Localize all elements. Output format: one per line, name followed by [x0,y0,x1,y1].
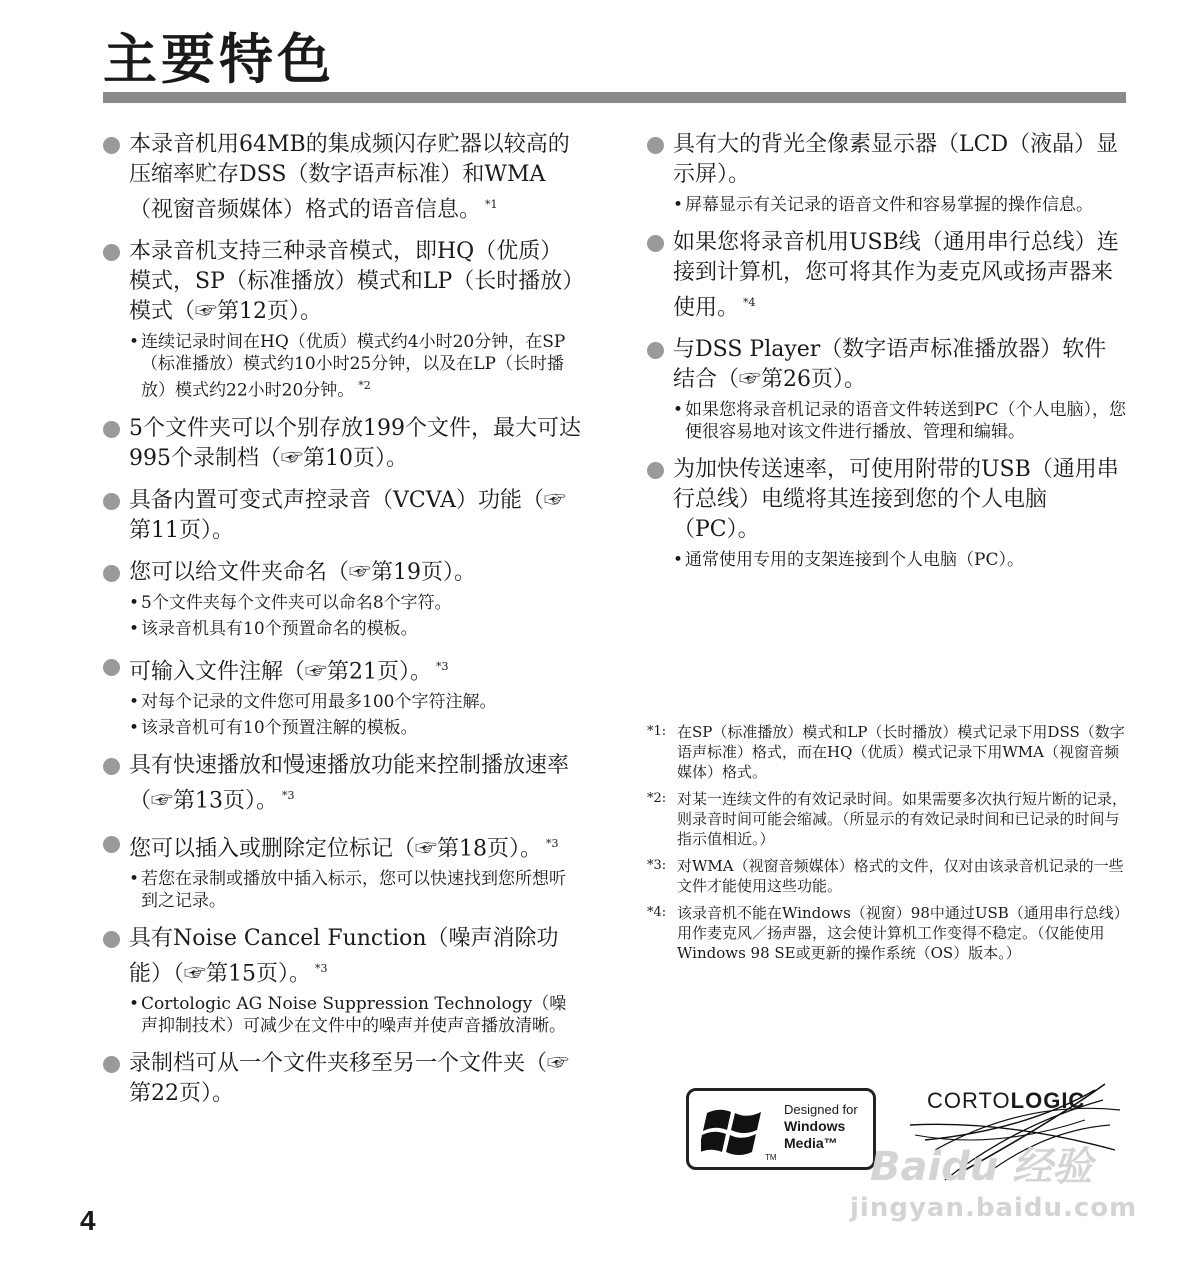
footnote-mark: *2: [647,791,667,806]
feature-text [103,652,581,687]
wm-line1: Designed for [784,1102,858,1117]
footnote-ref: *2 [358,379,371,393]
footnote [647,856,1127,896]
footnote-ref: *1 [485,198,498,211]
bullet-dot-icon [647,462,664,479]
footnote-mark: *4: [647,905,667,920]
sub-item [103,331,581,402]
feature-item [103,924,581,1037]
feature-text-body: 具备内置可变式声控录音（VCVA）功能（☞第11页）。 [129,487,567,543]
wm-line3: Media™ [784,1135,838,1151]
sub-item-text: 若您在录制或播放中插入标示，您可以快速找到您所想听到之记录。 [141,868,566,911]
footnote-ref: *3 [315,961,328,975]
page-number: 4 [80,1205,96,1236]
watermark [840,1135,1138,1230]
wm-tm: TM [765,1153,777,1162]
title-rule [103,92,1126,103]
feature-text-body: 具有大的背光全像素显示器（LCD（液晶）显示屏）。 [673,132,1119,187]
footnote-mark: *3: [647,858,667,873]
feature-item [103,486,581,546]
feature-text [647,130,1127,190]
footnote [647,903,1127,963]
footnote-ref: *4 [743,296,756,309]
feature-item [647,228,1127,323]
feature-text-body: 为加快传送速率，可使用附带的USB（通用串行总线）电缆将其连接到您的个人电脑（PC）。 [673,457,1119,543]
sub-item-text: 5个文件夹每个文件夹可以命名8个字符。 [141,592,452,613]
feature-text-body: 具有Noise Cancel Function（噪声消除功能）（☞第15页）。 [129,925,559,987]
bullet-dot-icon [647,342,664,359]
right-column [647,130,1127,583]
bullet-dot-icon [103,493,120,510]
footnote [647,722,1127,782]
feature-item [647,130,1127,216]
feature-text-body: 具有快速播放和慢速播放功能来控制播放速率（☞第13页）。 [129,753,570,814]
feature-text [647,335,1127,395]
windows-flag-icon [701,1103,769,1161]
bullet-dot-icon [103,836,120,853]
footnote-mark: *1: [647,724,667,739]
feature-text [647,455,1127,545]
feature-item [103,414,581,474]
footnotes [647,722,1127,970]
sub-item [647,194,1127,216]
sub-item-text: 对每个记录的文件您可用最多100个字符注解。 [141,692,497,713]
feature-text [103,829,581,864]
sub-item [103,717,581,739]
feature-text-body: 可输入文件注解（☞第21页）。 [129,659,432,685]
feature-text [103,1049,581,1109]
feature-text-body: 如果您将录音机用USB线（通用串行总线）连接到计算机，您可将其作为麦克风或扬声器来使用。 [673,230,1119,321]
watermark-line2: jingyan.baidu.com [850,1193,1138,1223]
feature-text [103,751,581,816]
feature-item [103,558,581,640]
feature-text-body: 本录音机支持三种录音模式，即HQ（优质）模式，SP（标准播放）模式和LP（长时播放）模式（☞第12页）。 [129,239,574,325]
sub-item-text: 通常使用专用的支架连接到个人电脑（PC）。 [685,550,1024,571]
cl-part1: CORTO [927,1088,1011,1113]
feature-text [103,924,581,989]
feature-text [647,228,1127,323]
sub-item-text: Cortologic AG Noise Suppression Technology（噪声抑制技术）可减少在文件中的噪声并使声音播放清晰。 [141,994,567,1037]
feature-item [103,1049,581,1109]
footnote [647,789,1127,849]
footnote-ref: *3 [436,659,449,673]
wm-line2: Windows [784,1118,846,1134]
sub-item-text: 如果您将录音机记录的语音文件转送到PC（个人电脑），您便很容易地对该文件进行播放、管理和编辑。 [685,400,1126,443]
bullet-dot-icon [103,421,120,438]
left-column [103,130,581,1121]
feature-text [103,130,581,225]
feature-text [103,414,581,474]
feature-text [103,486,581,546]
bullet-dot-icon [647,235,664,252]
sub-item-text: 连续记录时间在HQ（优质）模式约4小时20分钟，在SP（标准播放）模式约10小时25分钟，以及在LP（长时播放）模式约22小时20分钟。 [141,332,566,401]
footnote-text: 对WMA（视窗音频媒体）格式的文件，仅对由该录音机记录的一些文件才能使用这些功能。 [677,857,1124,895]
feature-item [103,829,581,912]
cl-part2: LOGIC [1010,1088,1086,1113]
bullet-dot-icon [103,137,120,154]
footnote-text: 该录音机不能在Windows（视窗）98中通过USB（通用串行总线）用作麦克风／扬声器，这会使计算机工作变得不稳定。（仅能使用Windows 98 SE或更新的操作系统（OS）版本。） [677,904,1122,962]
bullet-dot-icon [103,565,120,582]
bullet-dot-icon [103,758,120,775]
feature-text-body: 您可以插入或删除定位标记（☞第18页）。 [129,835,542,861]
bullet-dot-icon [647,137,664,154]
page-title: 主要特色 [103,28,335,91]
watermark-line1: Baidu 经验 [870,1144,1093,1190]
sub-item [103,868,581,912]
cortologic-wordmark [927,1088,1085,1114]
sub-item [103,993,581,1037]
sub-item [647,399,1127,443]
sub-item [103,618,581,640]
feature-item [103,237,581,402]
bullet-dot-icon [103,1056,120,1073]
footnote-ref: *3 [282,789,295,803]
feature-text-body: 本录音机用64MB的集成频闪存贮器以较高的压缩率贮存DSS（数字语声标准）和WMA（视窗音频媒体）格式的语音信息。 [129,132,570,223]
feature-item [103,652,581,739]
footnote-text: 对某一连续文件的有效记录时间。如果需要多次执行短片断的记录，则录音时间可能会缩减。（所显示的有效记录时间和已记录的时间与指示值相近。） [677,790,1128,848]
feature-item [647,335,1127,443]
sub-item-text: 屏幕显示有关记录的语音文件和容易掌握的操作信息。 [685,195,1093,215]
feature-text-body: 录制档可从一个文件夹移至另一个文件夹（☞第22页）。 [129,1051,570,1107]
feature-item [647,455,1127,571]
sub-item [103,691,581,713]
feature-text [103,237,581,327]
feature-item [103,130,581,225]
footnote-ref: *3 [546,836,559,850]
sub-item [647,549,1127,571]
feature-item [103,751,581,816]
feature-text-body: 5个文件夹可以个别存放199个文件，最大可达995个录制档（☞第10页）。 [129,415,581,471]
sub-item-text: 该录音机具有10个预置命名的模板。 [141,618,418,639]
feature-text-body: 您可以给文件夹命名（☞第19页）。 [129,559,476,585]
sub-item [103,592,581,614]
footnote-text: 在SP（标准播放）模式和LP（长时播放）模式记录下用DSS（数字语声标准）格式，而在HQ（优质）模式记录下用WMA（视窗音频媒体）格式。 [677,723,1125,781]
feature-text-body: 与DSS Player（数字语声标准播放器）软件结合（☞第26页）。 [673,337,1107,393]
bullet-dot-icon [103,931,120,948]
feature-text [103,558,581,588]
bullet-dot-icon [103,659,120,676]
bullet-dot-icon [103,244,120,261]
sub-item-text: 该录音机可有10个预置注解的模板。 [141,718,418,739]
